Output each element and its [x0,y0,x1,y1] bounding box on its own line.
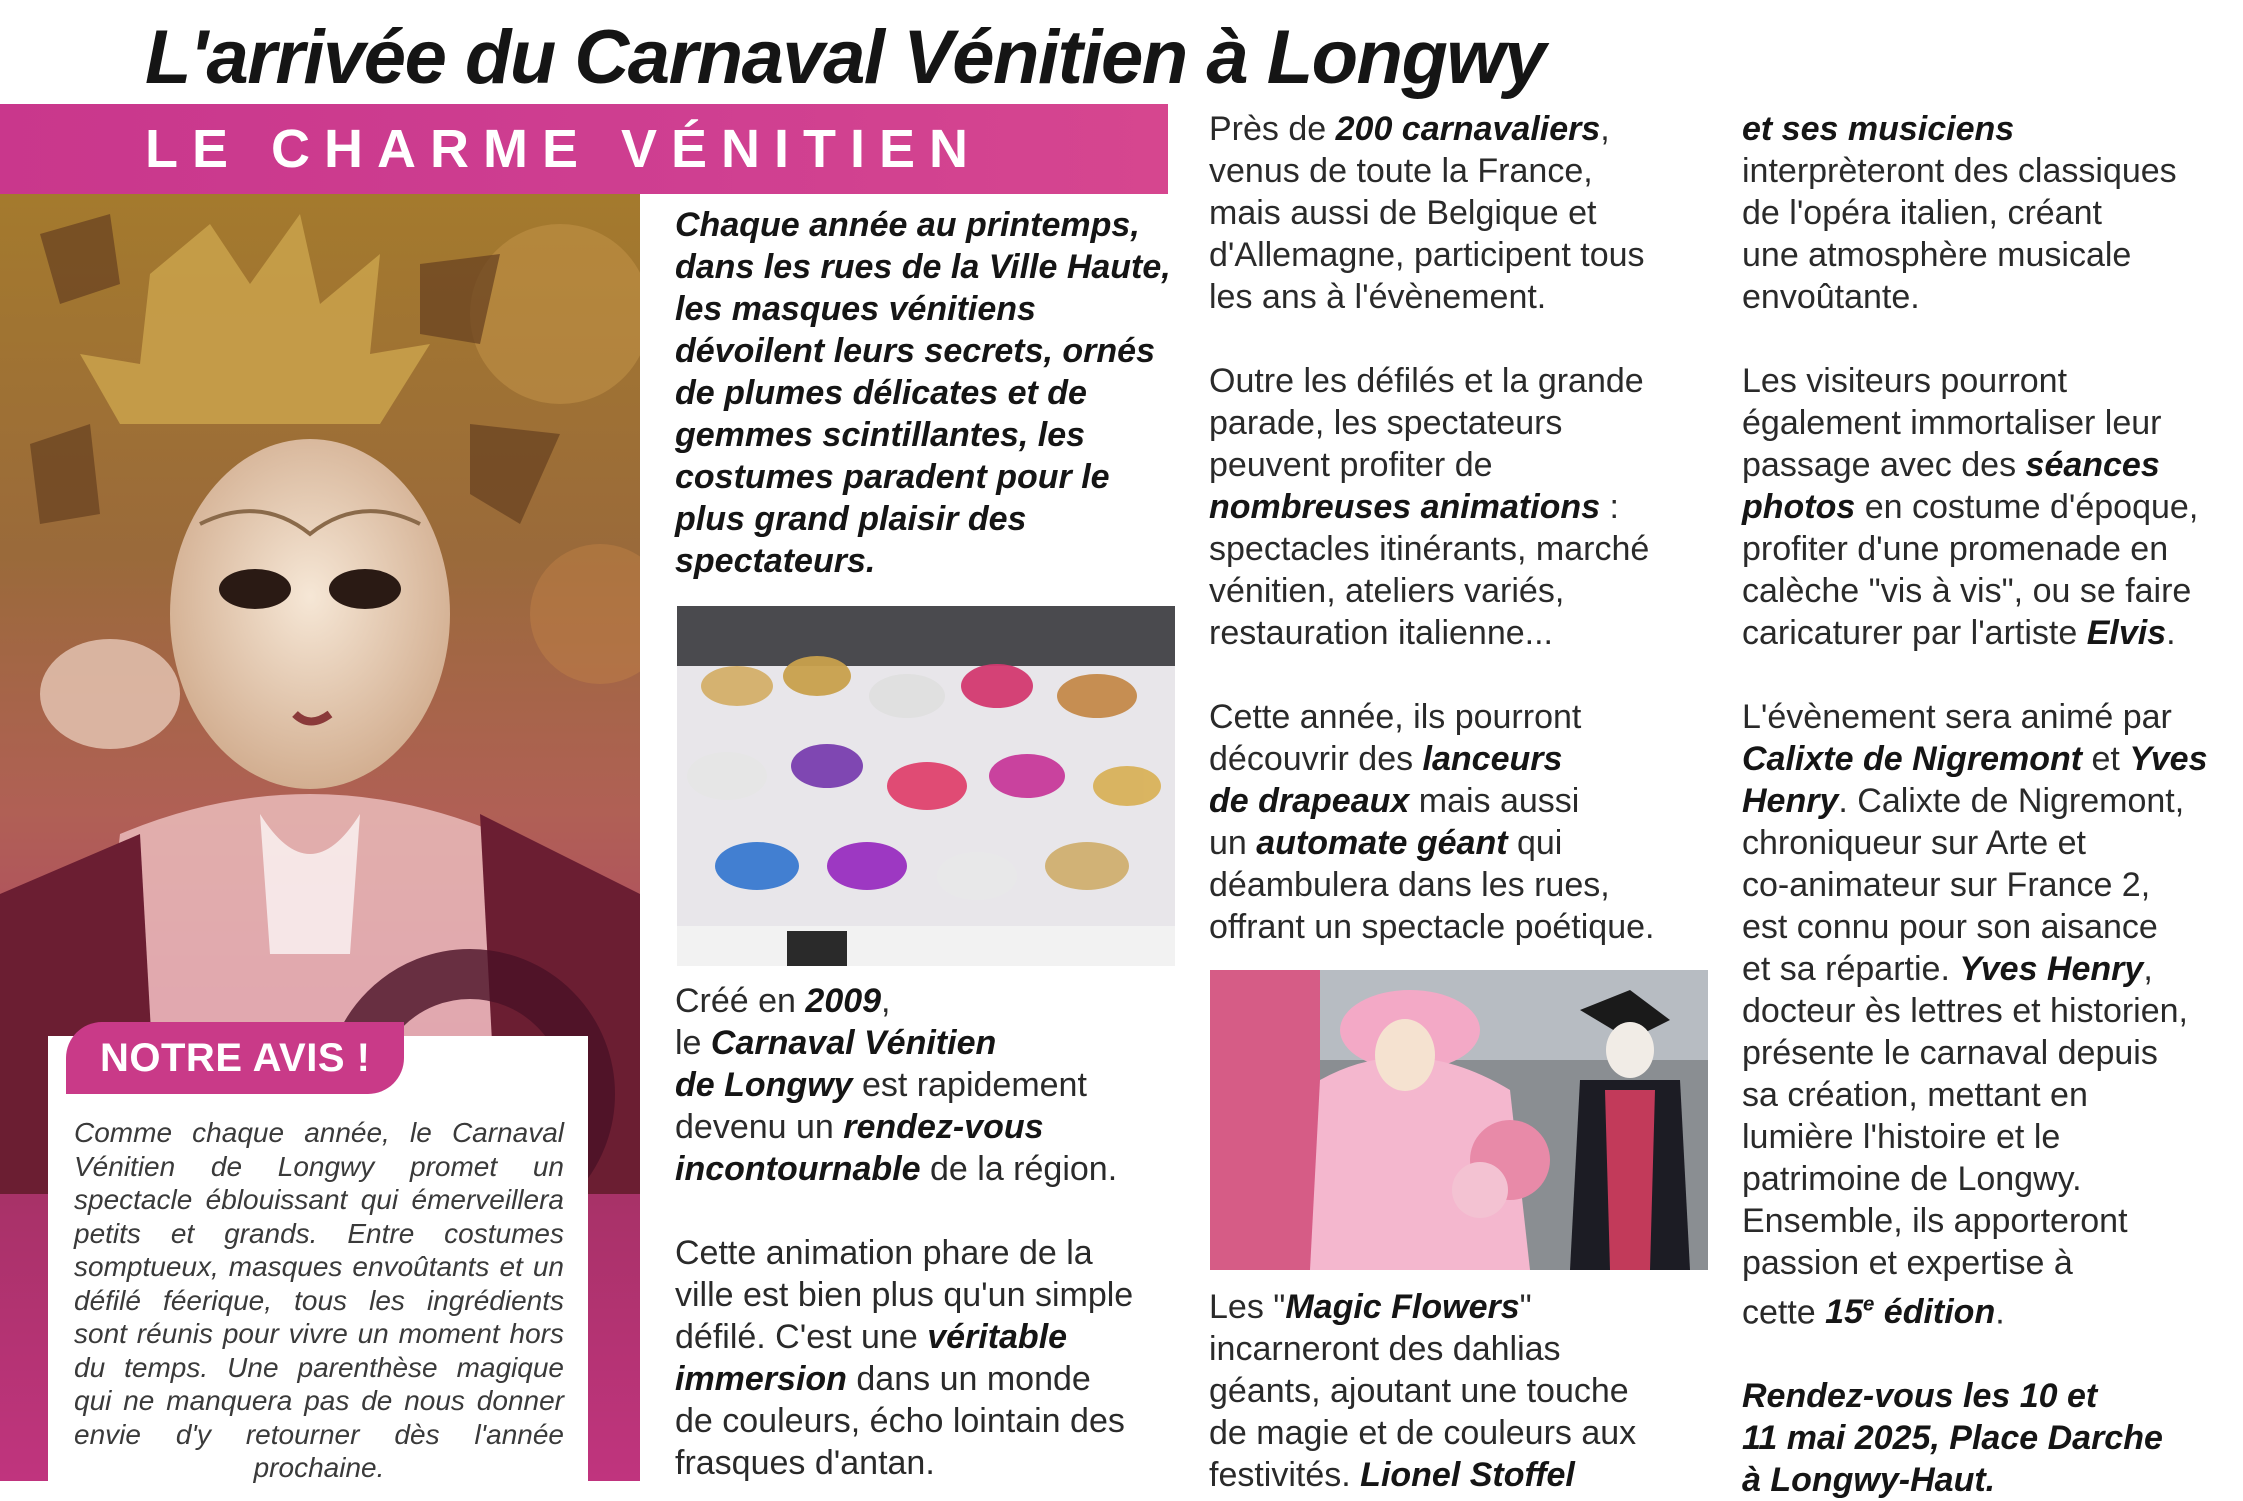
column-3-bottom [1209,1286,1729,1496]
opinion-text: Comme chaque année, le Carnaval Vénitien de Longwy promet un spectacle éblouissant qui émerveillera petits et grands. Entre costumes somptueux, masques envoûtants et un défilé féerique, tous les ingrédients sont réunis pour vivre un moment hors du temps. Une parenthèse magique qui ne manquera pas de nous donner envie d'y retourner dès l'année prochaine. [74,1117,564,1483]
masks-photo [677,606,1175,966]
paragraph-founding: Créé en 2009, le Carnaval Vénitien de Longwy est rapidement devenu un rendez-vous incontournable de la région. [675,982,1118,1188]
column-4 [1742,108,2242,1501]
costumes-photo [1210,970,1708,1270]
paragraph-immersion: Cette animation phare de la ville est bien plus qu'un simple défilé. C'est une véritable immersion dans un monde de couleurs, écho lointain des frasques d'antan. [675,1234,1134,1482]
paragraph-new-this-year: Cette année, ils pourront découvrir des lanceurs de drapeaux mais aussi un automate géant qui déambulera dans les rues, offrant un spectacle poétique. [1209,698,1655,946]
column-3 [1209,108,1729,948]
paragraph-musicians: et ses musiciens interprèteront des classiques de l'opéra italien, créant une atmosphère musicale envoûtante. [1742,110,2177,316]
paragraph-carnavaliers: Près de 200 carnavaliers, venus de toute la France, mais aussi de Belgique et d'Allemagne, participent tous les ans à l'évènement. [1209,110,1645,316]
paragraph-hosts: L'évènement sera animé par Calixte de Nigremont et Yves Henry. Calixte de Nigremont, chroniqueur sur Arte et co-animateur sur France 2, est connu pour son aisance et sa répartie. Yves Henry, docteur ès lettres et historien, présente le carnaval depuis sa création, mettant en lumière l'histoire et le patrimoine de Longwy. Ensemble, ils apporteront passion et expertise à cette 15e édition. [1742,698,2208,1332]
column-2 [675,980,1195,1484]
paragraph-visitors: Les visiteurs pourront également immortaliser leur passage avec des séances photos en costume d'époque, profiter d'une promenade en calèche "vis à vis", ou se faire caricaturer par l'artiste Elvis. [1742,362,2199,652]
lead-paragraph: Chaque année au printemps, dans les rues de la Ville Haute, les masques vénitiens dévoilent leurs secrets, ornés de plumes délicates et de gemmes scintillantes, les costumes paradent pour le plus grand plaisir des spectateurs. [675,206,1171,580]
section-banner: LE CHARME VÉNITIEN [0,104,1168,194]
opinion-box [48,1036,588,1481]
paragraph-animations: Outre les défilés et la grande parade, les spectateurs peuvent profiter de nombreuses animations : spectacles itinérants, marché vénitien, ateliers variés, restauration italienne... [1209,362,1650,652]
page-title: L'arrivée du Carnaval Vénitien à Longwy [145,15,1545,100]
opinion-heading: NOTRE AVIS ! [66,1022,404,1094]
paragraph-date: Rendez-vous les 10 et 11 mai 2025, Place Darche à Longwy-Haut. [1742,1377,2163,1500]
paragraph-magic-flowers: Les "Magic Flowers" incarneront des dahlias géants, ajoutant une touche de magie et de couleurs aux festivités. Lionel Stoffel [1209,1288,1637,1494]
